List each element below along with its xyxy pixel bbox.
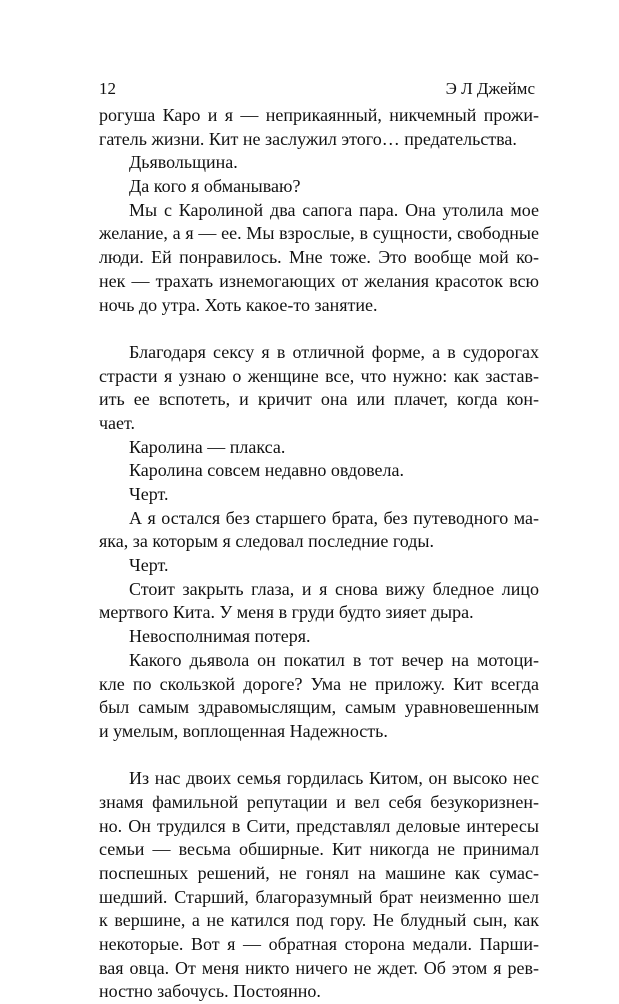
text-line: кле по скользкой дороге? Ума не приложу. Кит всегда (99, 673, 539, 694)
text-line: Невосполнимая потеря. (129, 626, 311, 647)
text-line: Из нас двоих семья гордилась Китом, он высоко нес (129, 768, 539, 789)
text-line: А я остался без старшего брата, без путеводного ма- (129, 507, 539, 528)
section-break (99, 744, 539, 768)
text-line: вая овца. От меня никто ничего не ждет. Об этом я рев- (99, 957, 539, 978)
text-line: семьи — весьма обширные. Кит никогда не принимал (99, 839, 539, 860)
text-line: ностно забочусь. Постоянно. (99, 981, 321, 1002)
text-line: шедший. Старший, благоразумный брат неизменно шел (99, 886, 539, 907)
text-line: и умелым, воплощенная Надежность. (99, 720, 388, 741)
text-line: поспешных решений, не гонял на машине как сумас- (99, 863, 539, 883)
text-line: ить ее вспотеть, и кричит она или плачет, когда кон- (99, 389, 539, 410)
text-line: чает. (99, 412, 136, 433)
text-line: Да кого я обманываю? (129, 176, 301, 197)
text-line: Черт. (129, 555, 169, 576)
running-title: Э Л Джеймс (445, 79, 535, 98)
section-break (99, 317, 539, 341)
text-line: желание, а я — ее. Мы взрослые, в сущности, свободные (99, 223, 539, 244)
text-line: ночь до утра. Хоть какое-то занятие. (99, 294, 378, 315)
text-line: Дьявольщина. (129, 152, 238, 173)
text-line: нек — трахать изнемогающих от желания красоток всю (99, 270, 539, 291)
text-line: знамя фамильной репутации и вел себя безукоризнен- (99, 791, 539, 812)
text-line: Благодаря сексу я в отличной форме, а в судорогах (129, 341, 539, 362)
text-line: люди. Ей понравилось. Мне тоже. Это вообще мой ко- (99, 247, 539, 268)
text-line: Стоит закрыть глаза, и я снова вижу бледное лицо (129, 578, 539, 599)
text-line: рогуша Каро и я — неприкаянный, никчемный прожи- (99, 105, 539, 125)
text-line: Черт. (129, 484, 169, 504)
text-line: мертвого Кита. У меня в груди будто зияет дыра. (99, 602, 474, 623)
page-header (99, 78, 535, 100)
text-line: страсти я узнаю о женщине все, что нужно: как застав- (99, 365, 539, 386)
text-line: Мы с Каролиной два сапога пара. Она утолила мое (129, 199, 539, 220)
text-line: Каролина совсем недавно овдовела. (129, 460, 404, 481)
text-line: некоторые. Вот я — обратная сторона медали. Парши- (99, 934, 539, 955)
text-line: но. Он трудился в Сити, представлял деловые интересы (99, 815, 539, 836)
text-line: был самым здравомыслящим, самым уравновешенным (99, 697, 539, 718)
text-line: яка, за которым я следовал последние годы. (99, 531, 434, 552)
page-number: 12 (99, 79, 116, 98)
text-line: Каролина — плакса. (129, 436, 286, 457)
body-text (99, 104, 539, 1004)
text-line: Какого дьявола он покатил в тот вечер на мотоци- (129, 649, 539, 670)
text-line: к вершине, а не катился под гору. Не блудный сын, как (99, 910, 539, 931)
text-line: гатель жизни. Кит не заслужил этого… предательства. (99, 128, 517, 149)
